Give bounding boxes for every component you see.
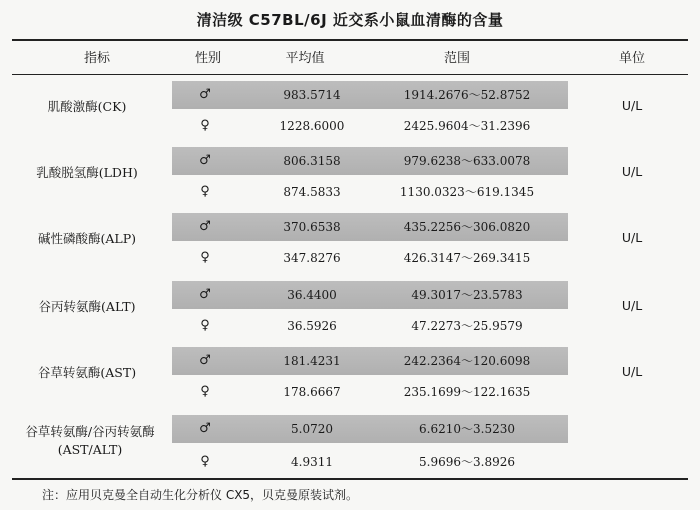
- header-indicator: 指标: [83, 51, 110, 66]
- table-row-group: [12, 342, 688, 408]
- indicator-name-line1: 谷草转氨酶/谷丙转氨酶: [25, 424, 155, 439]
- range-value: 1914.2676～52.8752: [403, 88, 531, 102]
- mean-value: 983.5714: [283, 88, 341, 102]
- range-value: 242.2364～120.6098: [403, 354, 531, 368]
- sex-male-icon: ♂: [199, 87, 211, 102]
- sex-female-icon: ♀: [200, 318, 210, 333]
- sex-female-icon: ♀: [200, 454, 210, 469]
- table-row-group: [12, 142, 688, 208]
- sex-female-icon: ♀: [200, 250, 210, 265]
- sex-female-icon: ♀: [200, 118, 210, 133]
- mean-value: 370.6538: [283, 220, 341, 234]
- sex-male-icon: ♂: [199, 153, 211, 168]
- header-sex: 性别: [194, 51, 221, 66]
- unit-label: U/L: [621, 164, 643, 179]
- mean-value: 1228.6000: [279, 119, 345, 133]
- mean-value: 874.5833: [283, 185, 341, 199]
- sex-male-icon: ♂: [199, 287, 211, 302]
- mean-value: 806.3158: [283, 154, 341, 168]
- unit-label: U/L: [621, 98, 643, 113]
- sex-male-icon: ♂: [199, 353, 211, 368]
- header-unit: 单位: [618, 51, 645, 66]
- header-rule: [12, 74, 688, 75]
- sex-male-icon: ♂: [199, 421, 211, 436]
- table-row-group: [12, 76, 688, 142]
- footnote: 注：应用贝克曼全自动生化分析仪 CX5，贝克曼原装试剂。: [42, 488, 359, 502]
- sex-female-icon: ♀: [200, 384, 210, 399]
- indicator-name: 碱性磷酸酶(ALP): [38, 231, 136, 246]
- range-value: 979.6238～633.0078: [403, 154, 531, 168]
- range-value: 49.3017～23.5783: [411, 288, 523, 302]
- indicator-name: 谷丙转氨酶(ALT): [38, 299, 136, 314]
- header-range: 范围: [443, 51, 470, 66]
- mean-value: 36.4400: [287, 288, 337, 302]
- indicator-name: 肌酸激酶(CK): [47, 99, 127, 114]
- unit-label: U/L: [621, 364, 643, 379]
- table-row-group: [12, 276, 688, 342]
- range-value: 2425.9604～31.2396: [403, 119, 531, 133]
- range-value: 47.2273～25.9579: [411, 319, 523, 333]
- range-value: 6.6210～3.5230: [419, 422, 515, 436]
- indicator-name: 谷草转氨酶(AST): [37, 365, 137, 380]
- sex-male-icon: ♂: [199, 219, 211, 234]
- bottom-rule: [12, 478, 688, 480]
- unit-label: U/L: [621, 298, 643, 313]
- table-row-group: [12, 208, 688, 274]
- indicator-name: 乳酸脱氢酶(LDH): [36, 165, 138, 180]
- range-value: 1130.0323～619.1345: [399, 185, 535, 199]
- range-value: 5.9696～3.8926: [419, 455, 515, 469]
- top-rule: [12, 39, 688, 41]
- header-mean: 平均值: [285, 51, 325, 66]
- mean-value: 4.9311: [291, 455, 333, 469]
- unit-label: U/L: [621, 230, 643, 245]
- mean-value: 36.5926: [287, 319, 337, 333]
- indicator-name-line2: (AST/ALT): [57, 442, 123, 457]
- mean-value: 178.6667: [283, 385, 341, 399]
- range-value: 235.1699～122.1635: [403, 385, 531, 399]
- mean-value: 181.4231: [283, 354, 341, 368]
- range-value: 435.2256～306.0820: [403, 220, 531, 234]
- mean-value: 347.8276: [283, 251, 341, 265]
- range-value: 426.3147～269.3415: [403, 251, 531, 265]
- table-row-group: [12, 410, 688, 476]
- mean-value: 5.0720: [291, 422, 333, 436]
- table-title: 清洁级 C57BL/6J 近交系小鼠血清酶的含量: [196, 11, 504, 29]
- sex-female-icon: ♀: [200, 184, 210, 199]
